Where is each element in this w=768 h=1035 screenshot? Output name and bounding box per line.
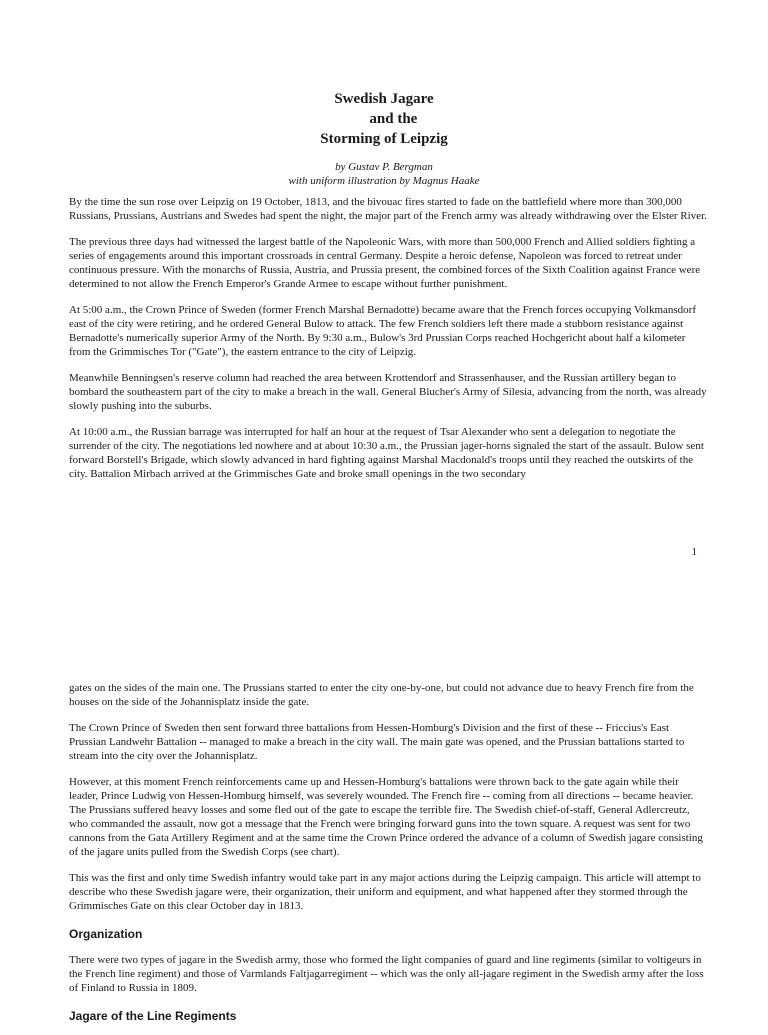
title-line-2: and the [350,111,418,127]
paragraph: There were two types of jagare in the Swedish army, those who formed the light companies of guard and line regiments (similar to voltigeurs in the French line regiment) and those of Varmlands Faltjagarregiment -- which was the only all-jagare regiment in the Swedish army after the loss of Finland to Russia in 1809. [69,954,704,994]
paragraph: However, at this moment French reinforcements came up and Hessen-Homburg's battalions were thrown back to the gate again while their leader, Prince Ludwig von Hessen-Homburg himself, was severely wounded. The French fire -- coming from all directions -- became heavier. The Prussians suffered heavy losses and some fled out of the gate to escape the terrible fire. The Swedish chief-of-staff, General Adlercreutz, who commanded the assault, now got a message that the French were bringing forward guns into the town square. A request was sent for two cannons from the Gata Artillery Regiment and at the same time the Crown Prince ordered the advance of a column of Swedish jagare consisting of the jagare units pulled from the Swedish Corps (see chart). [69,776,703,858]
page-2-body [69,681,709,1035]
paragraph: gates on the sides of the main one. The Prussians started to enter the city one-by-one, but could not advance due to heavy French fire from the houses on the side of the Johannisplatz inside the gate. [69,682,694,708]
page-1-body [69,195,709,493]
paragraph: Meanwhile Benningsen's reserve column had reached the area between Krottendorf and Strassenhauser, and the Russian artillery began to bombard the southeastern part of the city to make a breach in the wall. General Blucher's Army of Silesia, advancing from the north, was already slowly pushing into the suburbs. [69,372,707,412]
paragraph: This was the first and only time Swedish infantry would take part in any major actions during the Leipzig campaign. This article will attempt to describe who these Swedish jagare were, their organization, their uniform and equipment, and what happened after they stormed through the Grimmisches Gate on this clear October day in 1813. [69,872,701,912]
paragraph: The Crown Prince of Sweden then sent forward three battalions from Hessen-Homburg's Division and the first of these -- Friccius's East Prussian Landwehr Battalion -- managed to make a breach in the city wall. The main gate was opened, and the Prussian battalions started to stream into the city over the Johannisplatz. [69,722,685,762]
byline-block [0,160,768,188]
section-heading-line-regiments: Jagare of the Line Regiments [69,1009,237,1023]
illustration-credit: with uniform illustration by Magnus Haake [288,175,480,187]
title-line-3: Storming of Leipzig [320,131,448,147]
author-byline: by Gustav P. Bergman [335,161,433,173]
page-number: 1 [691,546,697,558]
paragraph: At 5:00 a.m., the Crown Prince of Sweden (former French Marshal Bernadotte) became aware that the French forces occupying Volkmansdorf east of the city were retiring, and he ordered General Bulow to attack. The few French soldiers left there made a stubborn resistance against Bernadotte's numerically superior Army of the North. By 9:30 a.m., Bulow's 3rd Prussian Corps reached Hochgericht about half a kilometer from the Grimmisches Tor ("Gate"), the eastern entrance to the city of Leipzig. [69,304,697,358]
title-line-1: Swedish Jagare [334,91,434,107]
paragraph: The previous three days had witnessed the largest battle of the Napoleonic Wars, with more than 500,000 French and Allied soldiers fighting a series of engagements around this important crossroads in central Germany. Despite a heroic defense, Napoleon was forced to retreat under continuous pressure. With the monarchs of Russia, Austria, and Prussia present, the combined forces of the Sixth Coalition against France were determined to not allow the French Emperor's Grande Armee to escape without further punishment. [69,236,701,290]
section-heading-organization: Organization [69,927,143,941]
paragraph: At 10:00 a.m., the Russian barrage was interrupted for half an hour at the request of Tsar Alexander who sent a delegation to negotiate the surrender of the city. The negotiations led nowhere and at about 10:30 a.m., the Prussian jager-horns signaled the start of the assault. Bulow sent forward Borstell's Brigade, which slowly advanced in hard fighting against Marshal Macdonald's troops until they reached the outskirts of the city. Battalion Mirbach arrived at the Grimmisches Gate and broke small openings in the two secondary [69,426,704,480]
article-title [0,89,768,149]
page-2 [0,600,768,1024]
paragraph: By the time the sun rose over Leipzig on 19 October, 1813, and the bivouac fires started to fade on the battlefield where more than 300,000 Russians, Prussians, Austrians and Swedes had spent the night, the major part of the French army was already withdrawing over the Elster River. [69,196,707,222]
